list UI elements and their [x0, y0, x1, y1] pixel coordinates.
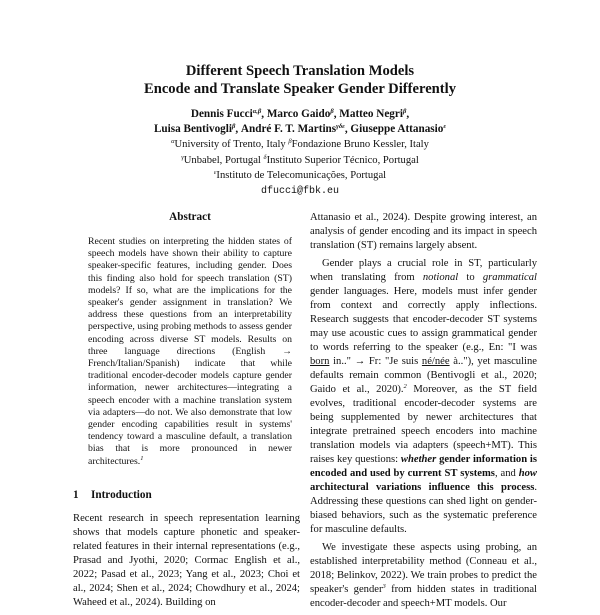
author-email[interactable]: dfucci@fbk.eu	[260, 185, 339, 197]
affiliation-line-2	[0, 153, 600, 169]
author-affiliation-mark: γδε	[336, 123, 345, 130]
author-separator: ,	[333, 108, 340, 120]
author-affiliation-mark: α,β	[252, 108, 262, 115]
affiliation-trento: University of Trento, Italy	[174, 139, 286, 150]
emphasis-whether: whether	[400, 454, 437, 465]
author-name: Dennis Fucci	[190, 108, 253, 120]
section-number: 1	[73, 489, 79, 501]
affiliation-fbk: Fondazione Bruno Kessler, Italy	[291, 139, 429, 150]
intro-paragraph-continued: Attanasio et al., 2024). Despite growing interest, an analysis of gender encoding and its impact in speech translation (ST) remains largely absent.	[310, 212, 537, 251]
text-run: Moreover, as the ST field evolves, traditional encoder-decoder systems are being supplemented by newer architectures that integrate pretrained speech encoders into machine translation models via adapters (speech+MT). This raises key questions:	[310, 384, 537, 465]
footnote-marker[interactable]: 2	[403, 383, 407, 390]
intro-left-column	[73, 512, 300, 610]
abstract-heading: Abstract	[169, 211, 211, 223]
text-run: to	[458, 272, 483, 283]
text-run: from hidden states in traditional encoder-decoder and speech+MT models. Our	[310, 584, 538, 609]
author-affiliation-mark: β	[402, 108, 407, 115]
paper-title	[0, 62, 600, 98]
affiliation-mark: ε	[213, 169, 217, 177]
text-run: in.." → Fr: "Je suis	[329, 356, 422, 367]
affiliation-ist: Instituto Superior Técnico, Portugal	[266, 154, 419, 166]
underlined-born: born	[310, 356, 330, 367]
author-line-2	[0, 122, 600, 137]
emphasis-how: how	[518, 468, 537, 479]
affiliation-unbabel: Unbabel, Portugal	[183, 154, 261, 166]
title-line-2: Encode and Translate Speaker Gender Differently	[143, 81, 456, 97]
affiliation-mark: δ	[263, 153, 267, 161]
text-run: , and	[494, 468, 519, 479]
author-name: Giuseppe Attanasio	[350, 123, 444, 135]
author-separator: ,	[261, 108, 267, 120]
intro-paragraph-2	[310, 257, 537, 537]
author-line-1	[0, 107, 600, 122]
text-run: We investigate these aspects using probing, an established interpretability method (Conneau et al., 2018; Belinkov, 2022). We train probes to predict the speaker's gender	[310, 542, 537, 595]
text-run: . Addressing these questions can shed light on gender-biased behaviors, such as the systematic preference for masculine defaults.	[310, 482, 537, 535]
footnote-marker[interactable]: 1	[140, 454, 144, 462]
author-name: Matteo Negri	[339, 108, 403, 120]
author-name: Marco Gaido	[266, 108, 331, 120]
affiliation-line-1	[0, 137, 600, 153]
emphasis-grammatical: grammatical	[482, 272, 538, 283]
text-run: gender languages. Here, models must infer gender from context and correctly apply inflections. Research suggests that encoder-decoder ST systems may use acoustic cues to assign grammatical gender to words referring to the speaker (e.g., En: "I was	[310, 286, 537, 353]
right-column	[310, 211, 537, 615]
author-affiliation-mark: β	[231, 123, 236, 130]
author-name: André F. T. Martins	[240, 123, 337, 135]
text-run: Gender plays a crucial role in ST, particularly when translating from	[310, 258, 537, 283]
author-separator: ,	[406, 108, 410, 120]
author-affiliation-mark: β	[330, 108, 334, 115]
abstract-body	[88, 236, 292, 468]
section-heading	[73, 489, 152, 501]
underlined-ne-nee: né/née	[421, 356, 450, 367]
intro-paragraph-1: Recent research in speech representation learning shows that models capture phonetic and speaker-related features in their internal representations (e.g., Prasad and Jyothi, 2020; Cormac English et al., 2022; Pasad et al., 2023; Yang et al., 2023; Choi et al., 2024; Shen et al., 2024; Chowdhury et al., 2024; Waheed et al., 2024). Building on	[73, 513, 300, 608]
bold-question-1: gender information is encoded and used by current ST systems	[310, 454, 537, 479]
section-title: Introduction	[91, 489, 152, 501]
author-separator: ,	[344, 123, 351, 135]
emphasis-notional: notional	[422, 272, 459, 283]
author-name: Luisa Bentivogli	[153, 123, 232, 135]
affiliation-mark: α	[171, 138, 175, 145]
author-list	[0, 107, 600, 137]
affiliation-mark: β	[288, 138, 292, 145]
intro-paragraph-3	[310, 541, 537, 611]
bold-question-2: architectural variations influence this process	[310, 482, 535, 493]
affiliation-it: Instituto de Telecomunicações, Portugal	[216, 170, 387, 182]
text-run: à.."), yet masculine defaults remain common (Bentivogli et al., 2020; Gaido et al., 2020).	[310, 356, 537, 395]
author-separator: ,	[235, 123, 241, 135]
author-affiliation-mark: ε	[443, 123, 447, 130]
footnote-marker[interactable]: 3	[382, 583, 386, 590]
affiliation-mark: γ	[181, 153, 184, 161]
abstract-text: Recent studies on interpreting the hidden states of speech models have shown their ability to capture speaker-specific features, including gender. Does this finding also hold for speech translation (ST) models? If so, what are the implications for the speaker's gender assignment in translation? We address these questions from an interpretability perspective, using probing methods to assess gender encoding across diverse ST models. Results on three language directions (English → French/Italian/Spanish) indicate that while traditional encoder-decoder models capture gender information, newer architectures—integrating a speech encoder with a machine translation system via adapters—do not. We also demonstrate that low gender encoding capabilities result in systems' tendency toward a masculine default, a translation bias that is more pronounced in newer architectures.	[88, 236, 292, 467]
affiliation-line-3	[0, 168, 600, 184]
affiliation-list	[0, 137, 600, 199]
title-line-1: Different Speech Translation Models	[185, 63, 415, 79]
